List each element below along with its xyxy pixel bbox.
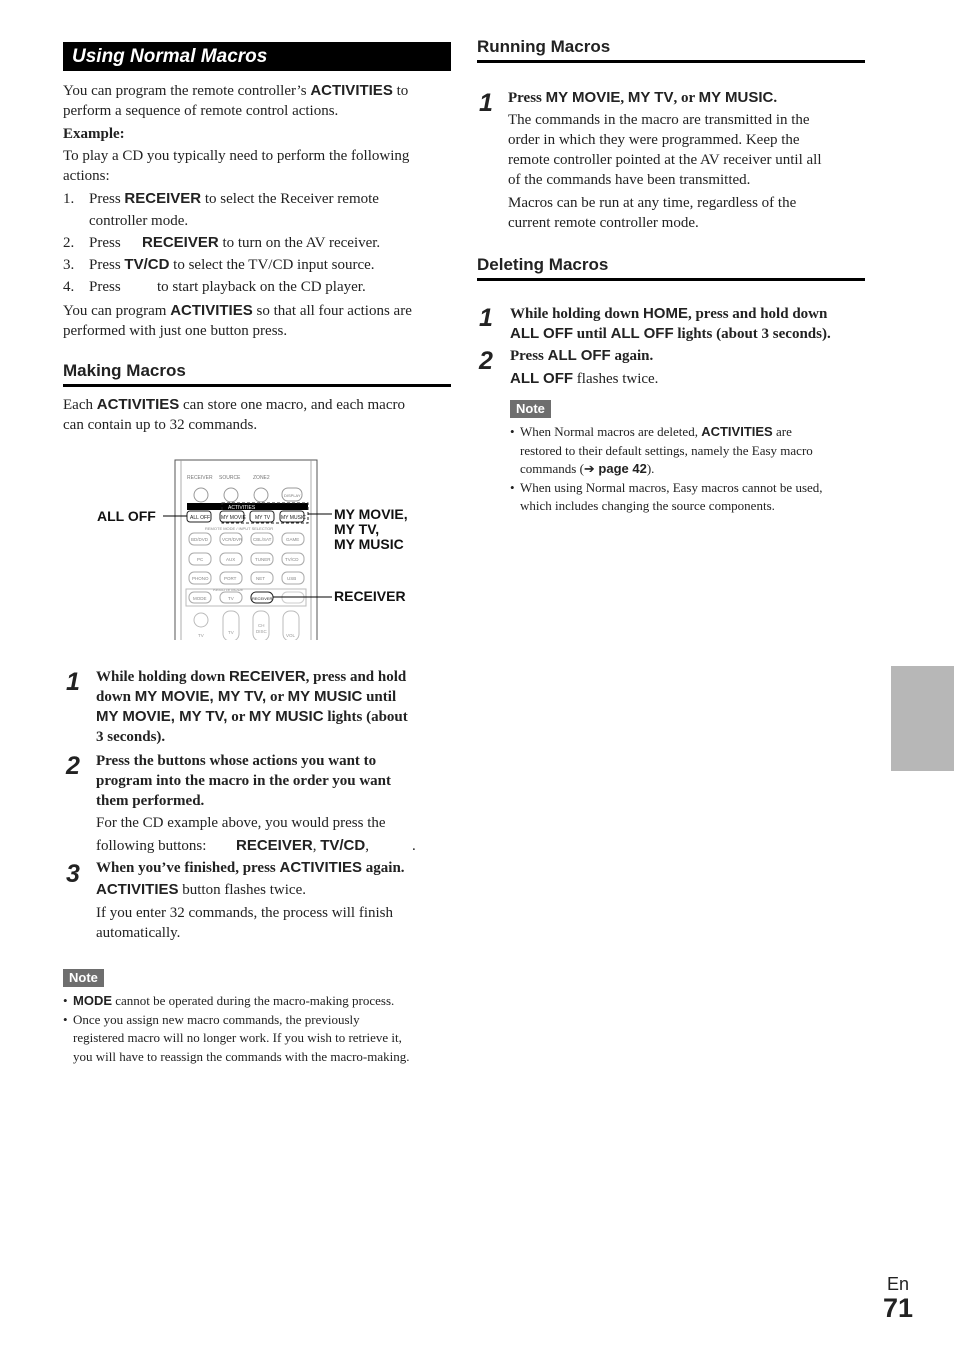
svg-text:VCR/DVR: VCR/DVR — [222, 537, 243, 542]
remote-btn-my-tv: MY TV — [255, 515, 271, 521]
svg-text:MY MUSIC: MY MUSIC — [334, 536, 404, 552]
svg-text:TUNER: TUNER — [255, 557, 271, 562]
step-number: 3 — [66, 860, 80, 888]
svg-text:USB: USB — [287, 576, 297, 581]
page-number: 71 — [883, 1293, 914, 1323]
svg-text:MY TV,: MY TV, — [334, 521, 380, 537]
section-title: Using Normal Macros — [63, 42, 451, 71]
step-number: 1 — [66, 668, 80, 696]
svg-text:PHONO: PHONO — [192, 576, 209, 581]
step-number: 2 — [66, 752, 80, 780]
step-number: 2 — [479, 347, 493, 375]
remote-btn-my-music: MY MUSIC — [281, 515, 306, 521]
list-item: • Once you assign new macro commands, the previously registered macro will no longer work. If you wish to retrieve it, you will have to reassign the commands with the macro-making. — [63, 1011, 410, 1064]
list-item: 2. Press RECEIVER to turn on the AV receiver. — [63, 234, 381, 251]
svg-text:TV: TV — [198, 633, 204, 638]
callout-my-buttons: MY MOVIE, — [334, 506, 408, 522]
remote-btn-my-movie: MY MOVIE — [221, 515, 246, 521]
list-item: • When Normal macros are deleted, ACTIVITIES are restored to their default settings, namely the Easy macro commands (➔ page 42). — [510, 424, 813, 476]
remote-label-selector: REMOTE MODE / INPUT SELECTOR — [205, 526, 274, 531]
step-2-body: For the CD example above, you would press the following buttons: RECEIVER, TV/CD, . — [96, 815, 416, 854]
list-item: • MODE cannot be operated during the macro-making process. — [63, 993, 395, 1008]
remote-label-remote-mode: REMOTE MODE — [213, 587, 244, 592]
step-3: When you’ve finished, press ACTIVITIES again. ACTIVITIES button flashes twice. If you enter 32 commands, the process will finish automatically. — [96, 859, 405, 941]
delete-step-1: While holding down HOME, press and hold down ALL OFF until ALL OFF lights (about 3 seconds). — [510, 305, 831, 342]
remote-btn-receiver: RECEIVER — [252, 596, 273, 601]
note-list — [510, 423, 870, 516]
list-item: • When using Normal macros, Easy macros cannot be used, which includes changing the source components. — [510, 479, 823, 513]
side-tab — [891, 666, 954, 771]
note-tag: Note — [510, 400, 551, 418]
run-step: Press MY MOVIE, MY TV, or MY MUSIC. The commands in the macro are transmitted in the order in which they were programmed. Keep the remote controller pointed at the AV receiver until all of the commands have been transmitted. Macros can be run at any time, regardless of the current remote controller mode. — [508, 89, 822, 231]
remote-label-source: SOURCE — [219, 475, 241, 481]
making-paragraph: Each ACTIVITIES can store one macro, and each macro can contain up to 32 commands. — [63, 396, 405, 433]
svg-text:NET: NET — [256, 576, 265, 581]
svg-text:PC: PC — [197, 557, 204, 562]
remote-label-receiver: RECEIVER — [187, 475, 213, 481]
svg-text:TV: TV — [228, 630, 234, 635]
step-number: 1 — [479, 89, 493, 117]
program-paragraph: You can program ACTIVITIES so that all four actions are performed with just one button press. — [63, 302, 412, 339]
arrow-right-icon: ➔ — [583, 461, 595, 476]
remote-label-activities: ACTIVITIES — [228, 505, 256, 511]
delete-step-2: Press ALL OFF again. ALL OFF flashes twice. — [510, 347, 659, 387]
remote-illustration — [95, 455, 425, 640]
svg-text:AUX: AUX — [226, 557, 236, 562]
svg-text:MODE: MODE — [193, 596, 207, 601]
callout-receiver: RECEIVER — [334, 588, 406, 604]
step-2-heading: Press the buttons whose actions you want to program into the macro in the order you want them performed. — [96, 753, 391, 809]
running-macros-heading: Running Macros — [477, 37, 865, 63]
language-label: En — [887, 1274, 910, 1294]
remote-btn-all-off: ALL OFF — [190, 515, 211, 521]
step-number: 1 — [479, 304, 493, 332]
making-macros-heading: Making Macros — [63, 361, 451, 387]
svg-text:TV/CD: TV/CD — [285, 557, 299, 562]
svg-text:CBL/SAT: CBL/SAT — [253, 537, 272, 542]
svg-text:CH: CH — [258, 623, 265, 628]
list-item: 3. Press TV/CD to select the TV/CD input source. — [63, 256, 375, 273]
page-reference-link[interactable]: page 42 — [594, 461, 647, 476]
step-1-heading: While holding down RECEIVER, press and hold down MY MOVIE, MY TV, or MY MUSIC until MY MOVIE, MY TV, or MY MUSIC lights (about 3 seconds). — [96, 668, 408, 745]
svg-text:GAME: GAME — [286, 537, 300, 542]
remote-label-zone2: ZONE2 — [253, 475, 270, 481]
svg-text:VOL: VOL — [286, 633, 296, 638]
svg-text:TV: TV — [228, 596, 234, 601]
note-list — [63, 992, 458, 1066]
note-tag: Note — [63, 969, 104, 987]
svg-text:BD/DVD: BD/DVD — [191, 537, 209, 542]
example-list: 1. Press RECEIVER to select the Receiver remote controller mode. 2. Press RECEIVER to turn on the AV receiver. 3. Press TV/CD to select the TV/CD input source. 4. Press to start playback on the CD player. — [63, 189, 453, 299]
list-item: 1. Press RECEIVER to select the Receiver remote — [63, 190, 379, 207]
remote-label-display: DISPLAY — [284, 493, 301, 498]
list-item: 4. Press to start playback on the CD player. — [63, 279, 366, 295]
svg-text:DISC: DISC — [256, 629, 267, 634]
deleting-macros-heading: Deleting Macros — [477, 255, 865, 281]
svg-text:PORT: PORT — [224, 576, 237, 581]
intro-paragraph: You can program the remote controller’s ACTIVITIES to perform a sequence of remote control actions. — [63, 82, 409, 119]
example-label: Example: — [63, 126, 125, 142]
example-text: To play a CD you typically need to perform the following actions: — [63, 148, 410, 184]
callout-all-off: ALL OFF — [97, 508, 156, 524]
